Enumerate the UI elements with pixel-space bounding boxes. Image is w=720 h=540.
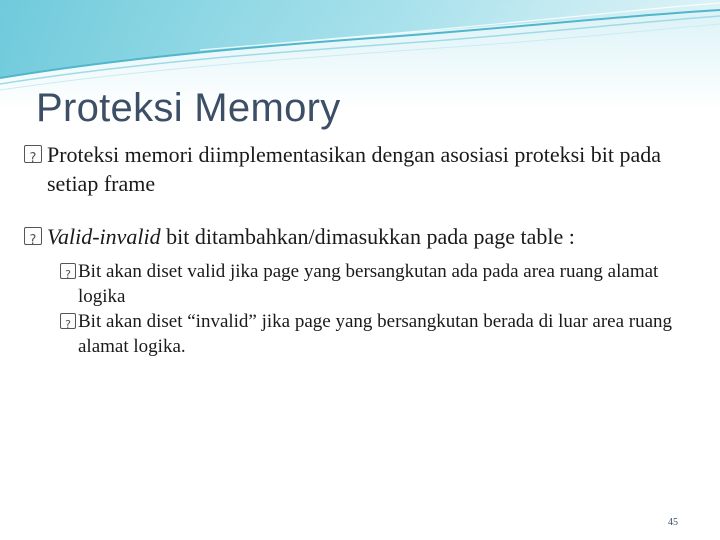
slide-title: Proteksi Memory xyxy=(36,86,341,130)
sub-bullet-item xyxy=(24,259,704,309)
sub-bullet-item xyxy=(24,309,704,359)
sub-bullet-text: Bit akan diset valid jika page yang bersangkutan ada pada area ruang alamat logika xyxy=(78,261,659,307)
page-number: 45 xyxy=(668,517,678,528)
bullet-item xyxy=(24,222,704,251)
bullet-item xyxy=(24,140,704,198)
missing-glyph-bullet-icon xyxy=(60,263,76,279)
missing-glyph-bullet-icon xyxy=(60,313,76,329)
bullet-italic-term: Valid-invalid xyxy=(47,224,161,249)
missing-glyph-bullet-icon xyxy=(24,145,42,163)
sub-bullet-text: Bit akan diset “invalid” jika page yang bersangkutan berada di luar area ruang alamat logika. xyxy=(78,311,673,357)
bullet-text: Proteksi memori diimplementasikan dengan asosiasi proteksi bit pada setiap frame xyxy=(47,142,662,196)
missing-glyph-bullet-icon xyxy=(24,227,42,245)
slide-body xyxy=(24,140,704,359)
bullet-text: bit ditambahkan/dimasukkan pada page table : xyxy=(160,224,575,249)
